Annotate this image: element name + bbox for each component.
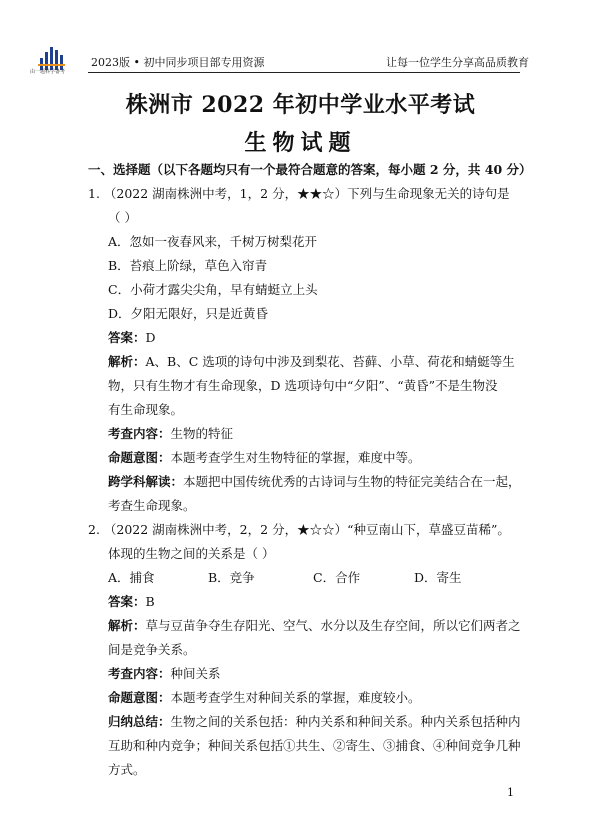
q2-option-b: B．竞争 <box>208 570 255 585</box>
q2-answer-label: 答案： <box>108 594 146 609</box>
q1-analysis-line2: 物，只有生物才有生命现象，D 选项诗句中“夕阳”、“黄昏”不是生物没 <box>108 378 498 393</box>
q2-intent-label: 命题意图： <box>108 690 171 705</box>
q2-analysis-text1: 草与豆苗争夺生存阳光、空气、水分以及生存空间，所以它们两者之 <box>145 618 521 633</box>
q1-analysis-text1: A、B、C 选项的诗句中涉及到梨花、苔藓、小草、荷花和蜻蜓等生 <box>145 354 515 369</box>
header-left-text: 2023版 • 初中同步项目部专用资源 <box>91 56 265 69</box>
q1-answer-value: D <box>145 330 156 345</box>
q2-answer-value: B <box>145 594 155 609</box>
q2-intent-text: 本题考查学生对种间关系的掌握，难度较小。 <box>170 690 421 705</box>
q2-option-c: C．合作 <box>313 570 361 585</box>
q2-summary-line3: 方式。 <box>108 762 146 777</box>
page-number: 1 <box>507 786 514 799</box>
q1-content-text: 生物的特征 <box>170 426 234 441</box>
q1-stem-line2: （ ） <box>108 210 137 225</box>
q1-analysis-label: 解析： <box>108 354 146 369</box>
q2-summary-label: 归纳总结： <box>108 714 171 729</box>
q2-analysis-line1 <box>108 618 521 634</box>
page-header <box>0 0 601 80</box>
q2-content-text: 种间关系 <box>170 666 221 681</box>
q1-analysis-line3: 有生命现象。 <box>108 402 184 417</box>
q2-summary-line1 <box>108 714 521 730</box>
q2-intent <box>108 690 421 706</box>
exam-title: 株洲市 2022 年初中学业水平考试 <box>125 92 476 118</box>
q2-stem-line1: 2. （2022 湖南株洲中考，2，2 分，★☆☆）“种豆南山下，草盛豆苗稀”。 <box>88 522 510 537</box>
q1-option-c: C．小荷才露尖尖角，早有蜻蜓立上头 <box>108 282 318 297</box>
q1-content-label: 考查内容： <box>108 426 171 441</box>
q1-intent <box>108 450 421 466</box>
q2-answer <box>108 594 155 610</box>
q2-analysis-line2: 间是竞争关系。 <box>108 642 196 657</box>
q1-analysis-line1 <box>108 354 515 370</box>
section-heading: 一、选择题（以下各题均只有一个最符合题意的答案，每小题 2 分，共 40 分） <box>88 162 532 177</box>
q2-stem-line2: 体现的生物之间的关系是（ ） <box>108 546 275 561</box>
q2-analysis-label: 解析： <box>108 618 146 633</box>
q1-intent-text: 本题考查学生对生物特征的掌握，难度中等。 <box>170 450 421 465</box>
q1-content <box>108 426 233 442</box>
q2-content-label: 考查内容： <box>108 666 171 681</box>
logo-text: 由一题科学备考 <box>30 69 66 75</box>
q1-intent-label: 命题意图： <box>108 450 171 465</box>
q2-option-a: A．捕食 <box>108 570 155 585</box>
q2-option-d: D．寄生 <box>414 570 462 585</box>
q1-answer <box>108 330 156 346</box>
q1-cross-line1 <box>108 474 521 490</box>
header-divider <box>88 72 520 73</box>
q2-summary-text1: 生物之间的关系包括：种内关系和种间关系。种内关系包括种内 <box>170 714 521 729</box>
q1-answer-label: 答案： <box>108 330 146 345</box>
exam-subtitle: 生物试题 <box>244 130 357 156</box>
q2-content <box>108 666 221 682</box>
header-right-text: 让每一位学生分享高品质教育 <box>386 56 529 69</box>
q2-summary-line2: 互助和种内竞争；种间关系包括①共生、②寄生、③捕食、④种间竞争几种 <box>108 738 521 753</box>
q1-option-b: B．苔痕上阶绿，草色入帘青 <box>108 258 268 273</box>
q1-cross-label: 跨学科解读： <box>108 474 184 489</box>
q1-cross-line2: 考查生命现象。 <box>108 498 196 513</box>
q1-option-a: A．忽如一夜春风来，千树万树梨花开 <box>108 234 318 249</box>
q1-stem-line1: 1. （2022 湖南株洲中考，1，2 分，★★☆）下列与生命现象无关的诗句是 <box>88 186 510 201</box>
q1-option-d: D．夕阳无限好，只是近黄昏 <box>108 306 269 321</box>
q1-cross-text1: 本题把中国传统优秀的古诗词与生物的特征完美结合在一起， <box>183 474 521 489</box>
